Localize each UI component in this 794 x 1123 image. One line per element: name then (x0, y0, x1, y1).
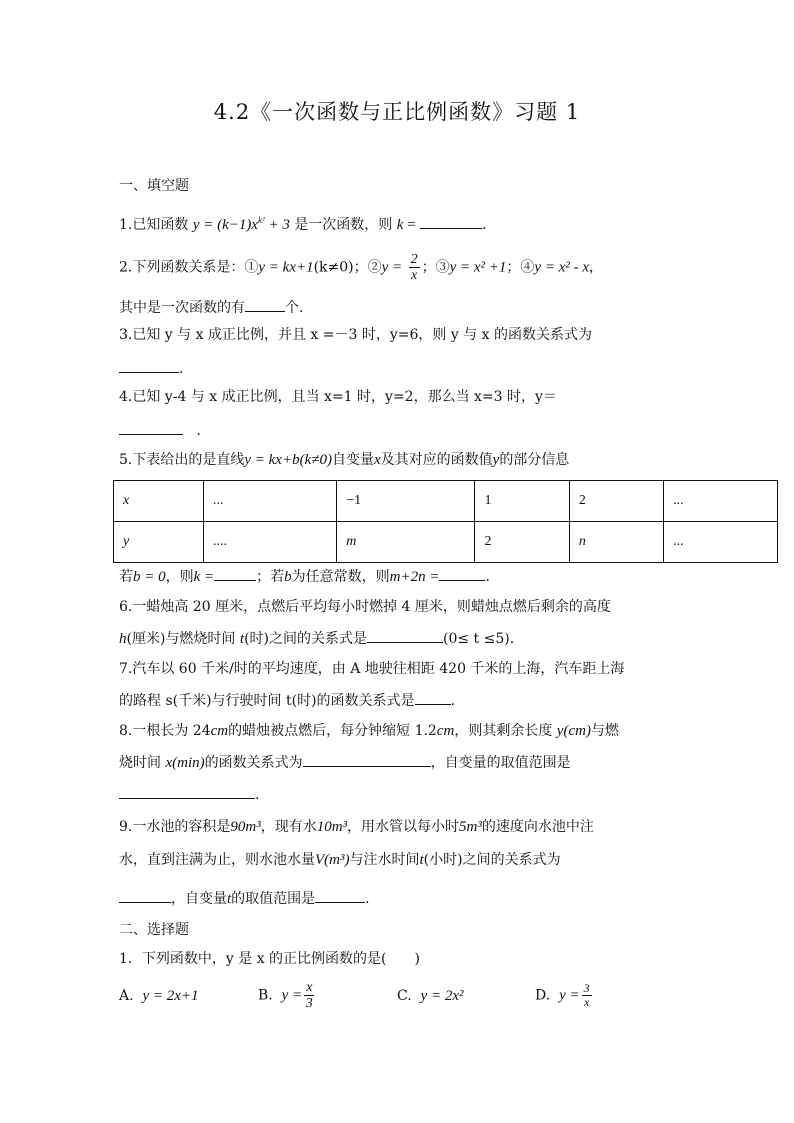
question-3-line-2: . (119, 358, 183, 379)
table-cell: x (114, 481, 204, 522)
question-5-followup: 若b = 0，则k = ；若b为任意常数，则m+2n = . (119, 566, 490, 587)
q1-function-expression: $y = (k-1)x^{k^2} + 3$ (192, 215, 290, 233)
table-cell: ... (204, 481, 337, 522)
table-cell: 1 (475, 481, 569, 522)
question-7-line-2: 的路程 s(千米)与行驶时间 t(时)的函数关系式是 . (119, 690, 455, 711)
table-cell: 2 (569, 481, 663, 522)
table-cell: n (569, 522, 663, 563)
q4-answer-blank[interactable] (119, 420, 183, 435)
question-1: 1.已知函数 $y = (k-1)x^{k^2} + 3$ 是一次函数，则 k = . (119, 215, 487, 233)
question-8-line-2: 烧时间 x(min)的函数关系式为 ，自变量的取值范围是 (119, 752, 571, 773)
table-cell: ... (664, 522, 778, 563)
option-c[interactable]: C. y = 2x² (397, 988, 464, 1004)
table-cell: −1 (337, 481, 475, 522)
section-choice-heading: 二、选择题 (119, 922, 189, 938)
choice-question-1: 1．下列函数中，y 是 x 的正比例函数的是( ) (119, 951, 420, 967)
q2-answer-blank[interactable] (245, 297, 285, 312)
q5-value-table (113, 480, 778, 563)
question-6: 6.一蜡烛高 20 厘米，点燃后平均每小时燃掉 4 厘米，则蜡烛点燃后剩余的高度 (119, 599, 611, 615)
q8-range-blank[interactable] (119, 784, 255, 799)
q5-k-blank[interactable] (214, 566, 256, 581)
q8-function-blank[interactable] (303, 752, 431, 767)
option-d[interactable]: D. y = $\frac{3}{x}$ (535, 981, 590, 1009)
q3-answer-blank[interactable] (119, 358, 179, 373)
q5-expr-blank[interactable] (439, 566, 485, 581)
section-fill-in-heading: 一、填空题 (119, 178, 189, 194)
table-cell: .... (204, 522, 337, 563)
q7-answer-blank[interactable] (415, 690, 451, 705)
question-9-line-3: ，自变量t的取值范围是 . (119, 888, 370, 909)
question-4: 4.已知 y-4 与 x 成正比例，且当 x=1 时，y=2，那么当 x=3 时，y＝ (119, 389, 557, 405)
question-8-line-3: . (119, 784, 259, 805)
question-9: 9.一水池的容积是90m³，现有水10m³，用水管以每小时5m³的速度向水池中注 (119, 819, 594, 835)
question-7: 7.汽车以 60 千米/时的平均速度，由 A 地驶往相距 420 千米的上海，汽车距上海 (119, 661, 625, 677)
question-8: 8.一根长为 24cm的蜡烛被点燃后，每分钟缩短 1.2cm，则其剩余长度 y(cm)与燃 (119, 723, 619, 739)
question-4-line-2: . (119, 420, 201, 441)
q9-range-blank[interactable] (315, 888, 365, 903)
q6-answer-blank[interactable] (367, 628, 443, 643)
table-row (114, 481, 778, 522)
page-title: 4.2《一次函数与正比例函数》习题 1 (213, 100, 581, 124)
table-row (114, 522, 778, 563)
table-cell: 2 (475, 522, 569, 563)
option-b[interactable]: B. y = $\frac{x}{3}$ (258, 980, 313, 1011)
table-cell: m (337, 522, 475, 563)
q2-fraction: $\frac{2}{x}$ (410, 252, 418, 283)
question-3: 3.已知 y 与 x 成正比例，并且 x =－3 时，y=6，则 y 与 x 的函数关系式为 (119, 327, 592, 343)
question-2-line-2: 其中是一次函数的有 个. (119, 297, 303, 318)
option-a[interactable]: A. y = 2x+1 (119, 988, 199, 1004)
question-6-line-2: h(厘米)与燃烧时间 t(时)之间的关系式是 (0≤ t ≤5). (119, 628, 514, 649)
question-9-line-2: 水，直到注满为止，则水池水量V(m³)与注水时间t(小时)之间的关系式为 (119, 852, 561, 868)
q1-answer-blank[interactable] (420, 214, 482, 229)
question-2: 2.下列函数关系是：①y = kx+1(k≠0)；②y = $\frac{2}{x}$ ；③y = x² +1；④y = x² - x， (119, 252, 604, 283)
table-cell: ... (664, 481, 778, 522)
table-cell: y (114, 522, 204, 563)
question-5: 5.下表给出的是直线y = kx+b(k≠0)自变量x及其对应的函数值y的部分信息 (119, 452, 570, 468)
q9-function-blank[interactable] (119, 888, 171, 903)
